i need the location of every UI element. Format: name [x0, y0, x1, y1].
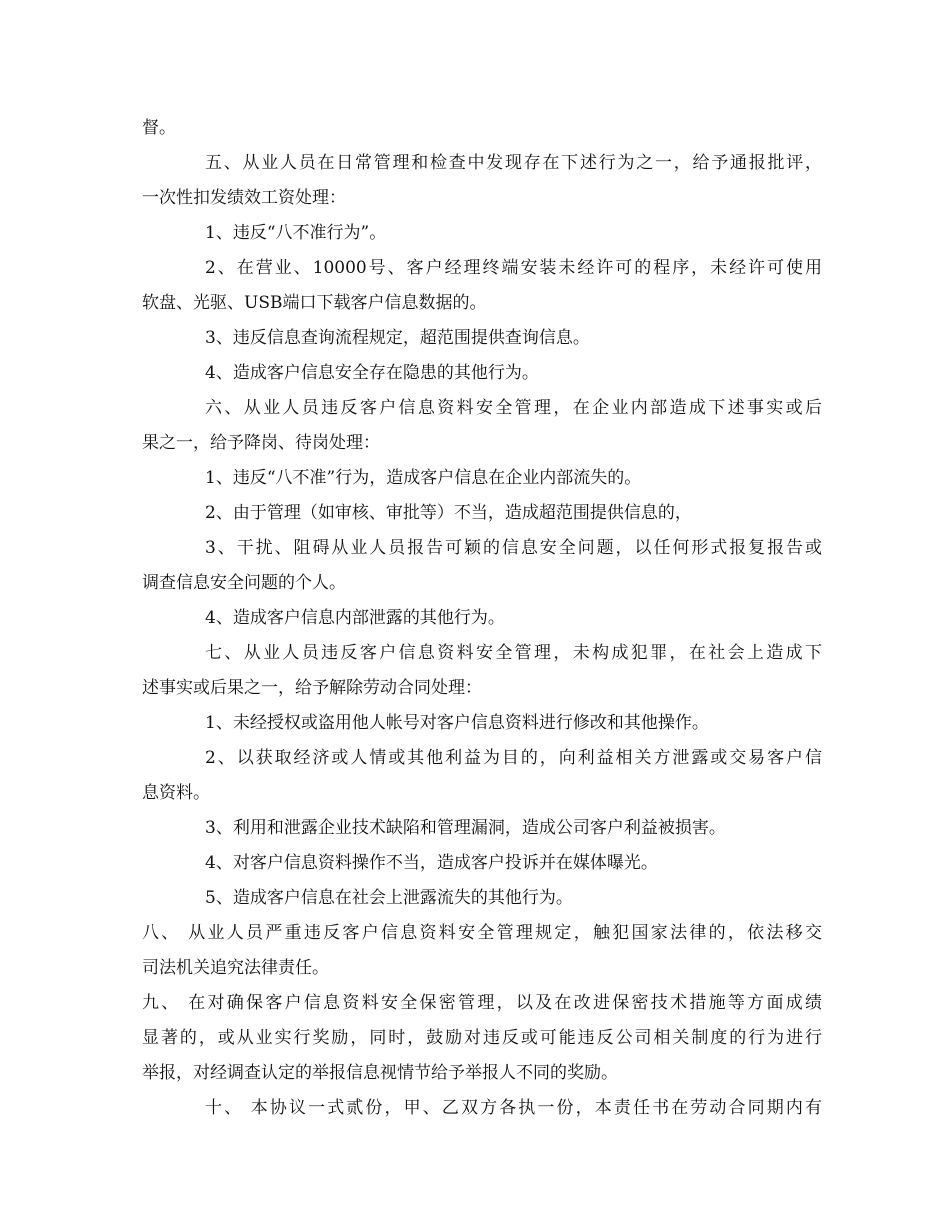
text-line: 一次性扣发绩效工资处理： [142, 188, 346, 208]
text-line: 息资料。 [142, 783, 210, 803]
text-line: 果之一，给予降岗、待岗处理： [142, 433, 380, 453]
text-line: 软盘、光驱、USB端口下载客户信息数据的。 [142, 293, 487, 313]
list-item: 5、造成客户信息在社会上泄露流失的其他行为。 [205, 888, 573, 908]
list-item: 3、利用和泄露企业技术缺陷和管理漏洞，造成公司客户利益被损害。 [205, 818, 726, 838]
list-item: 4、对客户信息资料操作不当，造成客户投诉并在媒体曝光。 [205, 853, 658, 873]
list-item: 1、未经授权或盗用他人帐号对客户信息资料进行修改和其他操作。 [205, 713, 709, 733]
section-eight-heading: 八、 从业人员严重违反客户信息资料安全管理规定，触犯国家法律的，依法移交 [142, 923, 822, 943]
text-line: 显著的，或从业实行奖励，同时，鼓励对违反或可能违反公司相关制度的行为进行 [142, 1028, 822, 1048]
list-item: 4、造成客户信息安全存在隐患的其他行为。 [205, 363, 539, 383]
text-line: 调查信息安全问题的个人。 [142, 573, 346, 593]
text-line: 述事实或后果之一，给予解除劳动合同处理： [142, 678, 482, 698]
section-nine-heading: 九、 在对确保客户信息资料安全保密管理，以及在改进保密技术措施等方面成绩 [142, 993, 822, 1013]
list-item: 4、造成客户信息内部泄露的其他行为。 [205, 608, 505, 628]
section-six-heading: 六、从业人员违反客户信息资料安全管理，在企业内部造成下述事实或后 [205, 398, 822, 418]
section-five-heading: 五、从业人员在日常管理和检查中发现存在下述行为之一，给予通报批评， [205, 153, 822, 173]
text-line: 司法机关追究法律责任。 [142, 958, 329, 978]
section-ten-heading: 十、 本协议一式贰份，甲、乙双方各执一份，本责任书在劳动合同期内有 [205, 1098, 822, 1118]
list-item: 2、在营业、10000号、客户经理终端安装未经许可的程序，未经许可使用 [205, 258, 822, 278]
list-item: 2、由于管理（如审核、审批等）不当，造成超范围提供信息的， [205, 503, 692, 523]
text-line: 督。 [142, 118, 176, 138]
list-item: 1、违反“八不准行为”。 [205, 223, 387, 243]
list-item: 2、以获取经济或人情或其他利益为目的，向利益相关方泄露或交易客户信 [205, 748, 822, 768]
text-line: 举报，对经调查认定的举报信息视情节给予举报人不同的奖励。 [142, 1063, 618, 1083]
list-item: 3、违反信息查询流程规定，超范围提供查询信息。 [205, 328, 590, 348]
list-item: 3、干扰、阻碍从业人员报告可颖的信息安全问题，以任何形式报复报告或 [205, 538, 822, 558]
section-seven-heading: 七、从业人员违反客户信息资料安全管理，未构成犯罪，在社会上造成下 [205, 643, 822, 663]
list-item: 1、违反“八不准”行为，造成客户信息在企业内部流失的。 [205, 468, 642, 488]
